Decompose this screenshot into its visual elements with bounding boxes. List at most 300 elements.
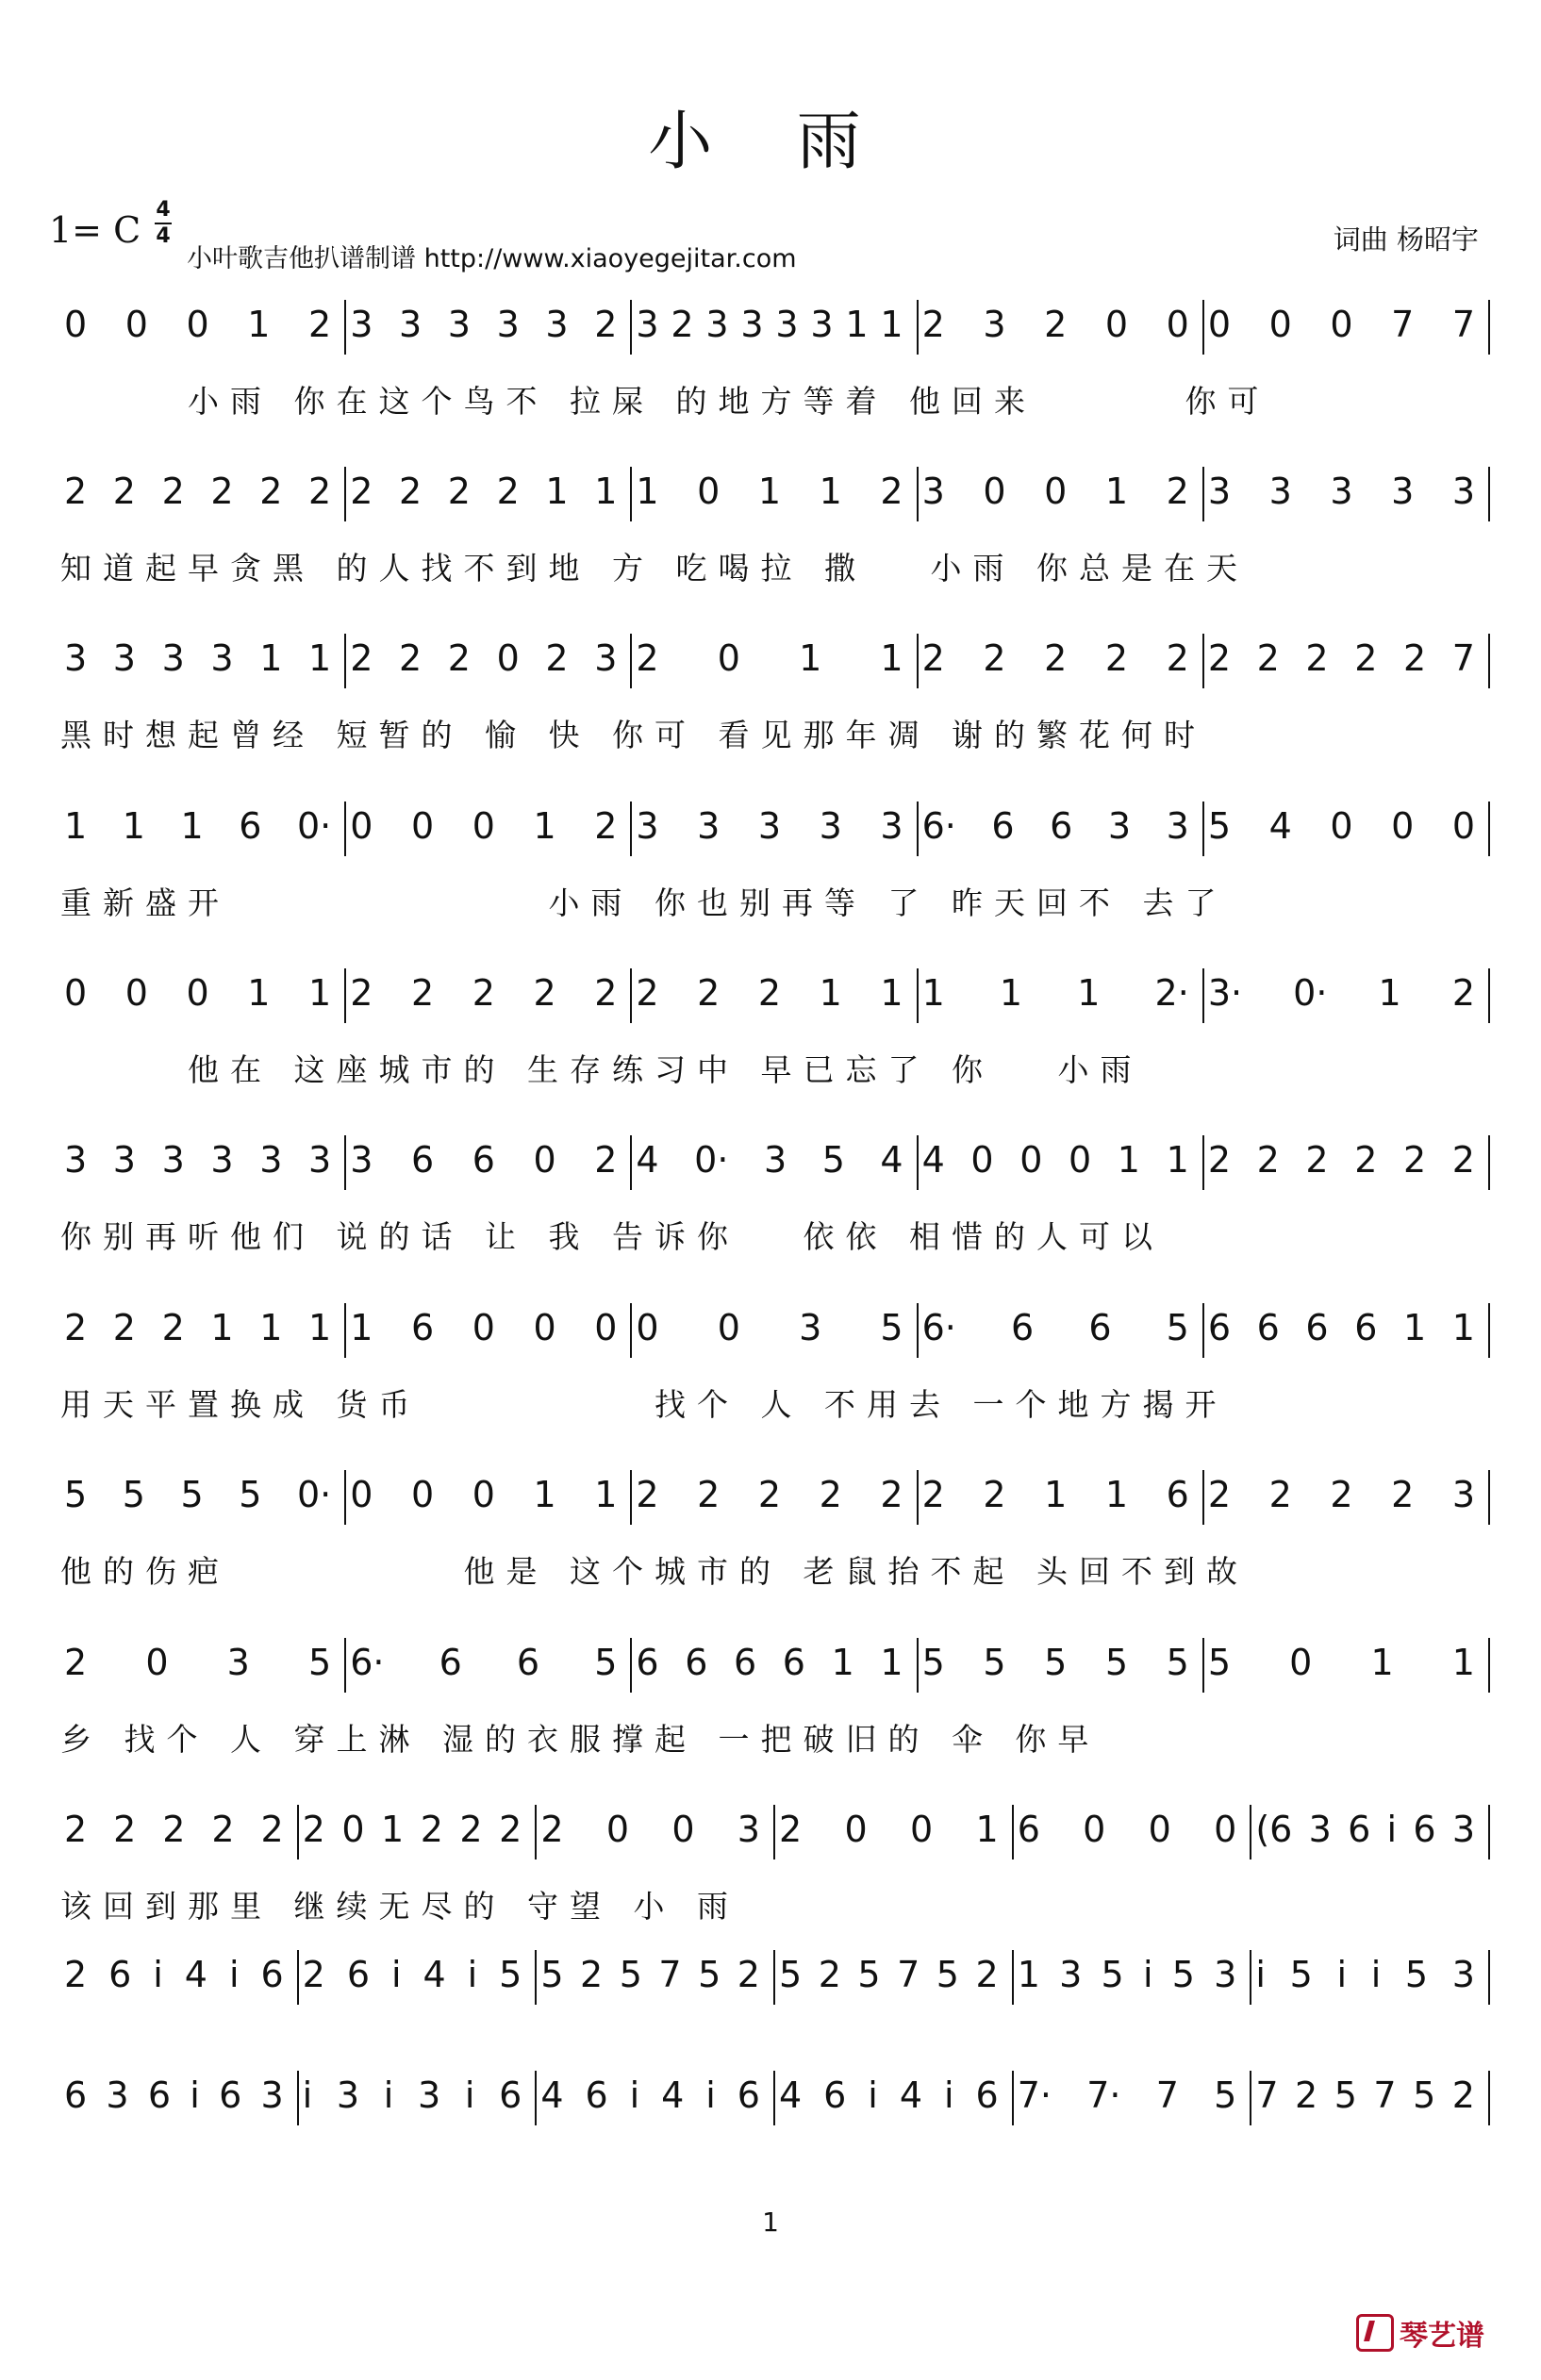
measure-notes xyxy=(1018,1809,1237,1850)
measure xyxy=(60,1638,346,1693)
measure-notes xyxy=(350,637,617,679)
note: 1 xyxy=(921,972,945,1014)
note: 7 xyxy=(1391,304,1415,345)
note: 2 xyxy=(161,471,185,512)
note: 2· xyxy=(1154,972,1189,1014)
note: 3· xyxy=(1207,972,1243,1014)
note: 5 xyxy=(1104,1642,1129,1683)
measure xyxy=(919,1638,1204,1693)
note: 5 xyxy=(1101,1954,1124,1995)
measure xyxy=(60,802,346,856)
logo-icon xyxy=(1356,2314,1394,2352)
measure xyxy=(632,1470,918,1525)
note: 7 xyxy=(1451,304,1475,345)
note: 2 xyxy=(447,471,471,512)
measure xyxy=(346,802,632,856)
note: 5 xyxy=(1413,2074,1436,2116)
note: 0 xyxy=(124,972,148,1014)
measure xyxy=(919,300,1204,355)
note: 3 xyxy=(1451,1474,1475,1515)
measure xyxy=(1204,968,1490,1023)
measure-notes xyxy=(1208,1642,1475,1683)
note: 1 xyxy=(308,972,332,1014)
note: 1 xyxy=(1451,1307,1475,1348)
note: 0 xyxy=(472,1474,495,1515)
lyrics-line: 他的伤疤 他是 这个城市的 老鼠抬不起 头回不到故 xyxy=(60,1553,1249,1590)
note: 2 xyxy=(307,471,332,512)
measure xyxy=(299,1805,538,1859)
measure-notes xyxy=(350,1642,617,1683)
measure-notes xyxy=(540,1954,760,1995)
note: 0 xyxy=(1451,805,1475,847)
note: 6 xyxy=(239,805,262,847)
note: 2 xyxy=(161,1307,185,1348)
note: 0 xyxy=(145,1642,169,1683)
measure-notes xyxy=(636,637,903,679)
measure xyxy=(346,300,632,355)
note: 5 xyxy=(594,1642,618,1683)
time-signature-top: 4 xyxy=(156,198,171,222)
note: 2 xyxy=(594,1139,618,1181)
note: 2 xyxy=(921,1474,945,1515)
note: 0 xyxy=(1330,805,1353,847)
measure xyxy=(346,467,632,521)
measure-notes xyxy=(350,304,617,345)
note: 4 xyxy=(921,1139,945,1181)
measure-row xyxy=(60,467,1490,523)
page-number: 1 xyxy=(762,2206,779,2238)
measure-notes xyxy=(64,1642,331,1683)
note: 5 xyxy=(880,1307,903,1348)
measure xyxy=(1251,1805,1490,1859)
measure-notes xyxy=(1255,1954,1475,1995)
measure xyxy=(60,1470,346,1525)
note: 6 xyxy=(410,1307,435,1348)
note: 2 xyxy=(496,471,520,512)
measure-notes xyxy=(1208,1474,1475,1515)
measure-notes xyxy=(1208,972,1475,1014)
note: 5 xyxy=(1166,1307,1189,1348)
measure xyxy=(299,1950,538,2005)
note: 6 xyxy=(219,2074,242,2116)
note: 2 xyxy=(210,471,234,512)
note: 0 xyxy=(533,1139,556,1181)
note: 1 xyxy=(259,637,283,679)
note: 6 xyxy=(1166,1474,1189,1515)
author-credit: 词曲 杨昭宇 xyxy=(1333,223,1479,256)
note: 5 xyxy=(1334,2074,1357,2116)
note: 1 xyxy=(1403,1307,1427,1348)
note: 6 xyxy=(1207,1307,1231,1348)
measure xyxy=(1251,2071,1490,2125)
measure-row xyxy=(60,1135,1490,1192)
note: 2 xyxy=(64,1954,88,1995)
measure-notes xyxy=(1018,2074,1237,2116)
note: 2 xyxy=(350,637,373,679)
note: 6 xyxy=(1050,805,1073,847)
note: i xyxy=(868,2074,878,2116)
note: i xyxy=(705,2074,716,2116)
measure-row xyxy=(60,1303,1490,1360)
note: 2 xyxy=(1451,972,1475,1014)
measure-notes xyxy=(64,1954,284,1995)
measure xyxy=(346,968,632,1023)
note: 0 xyxy=(717,1307,740,1348)
note: 0 xyxy=(594,1307,618,1348)
note: 2 xyxy=(1166,471,1189,512)
measure xyxy=(346,634,632,688)
note: 0 xyxy=(970,1139,994,1181)
measure xyxy=(346,1135,632,1190)
note: 2 xyxy=(1403,1139,1427,1181)
measure-row xyxy=(60,1470,1490,1527)
note: 6 xyxy=(260,1954,284,1995)
measure xyxy=(60,1805,299,1859)
note: 2 xyxy=(472,972,495,1014)
note: i xyxy=(464,2074,475,2116)
note: 2 xyxy=(545,637,569,679)
note: 5 xyxy=(1404,1954,1429,1995)
measure xyxy=(919,1303,1204,1358)
measure xyxy=(632,300,918,355)
note: 5 xyxy=(857,1954,881,1995)
song-title: 小 雨 xyxy=(648,105,893,179)
measure-notes xyxy=(636,1139,903,1181)
lyrics-line xyxy=(60,2027,1490,2074)
note: 3 xyxy=(740,304,764,345)
note: 1 xyxy=(64,805,88,847)
note: 3 xyxy=(447,304,471,345)
note: i xyxy=(1336,1954,1348,1995)
note: 2 xyxy=(112,1307,136,1348)
note: 3 xyxy=(880,805,903,847)
score-system xyxy=(60,634,1490,766)
measure-notes xyxy=(303,1954,522,1995)
measure xyxy=(632,1303,918,1358)
measure-notes xyxy=(64,637,331,679)
measure-row xyxy=(60,1805,1490,1861)
note: 3 xyxy=(226,1642,250,1683)
note: 2 xyxy=(1207,1139,1231,1181)
note: 1 xyxy=(247,972,271,1014)
note: 2 xyxy=(1305,1139,1329,1181)
note: 2 xyxy=(1451,2074,1475,2116)
measure-row xyxy=(60,968,1490,1025)
note: 2 xyxy=(737,1954,760,1995)
note: 3 xyxy=(336,2074,360,2116)
measure-notes xyxy=(64,1139,331,1181)
note: 6 xyxy=(685,1642,708,1683)
measure-notes xyxy=(636,471,903,512)
note: 1 xyxy=(1378,972,1401,1014)
note: 0 xyxy=(717,637,740,679)
measure xyxy=(1204,1638,1490,1693)
note: 3 xyxy=(705,304,729,345)
note: 2 xyxy=(64,471,88,512)
note: 3 xyxy=(1166,805,1189,847)
note: 2 xyxy=(1256,637,1280,679)
note: 4 xyxy=(779,2074,803,2116)
measure-row xyxy=(60,2071,1490,2127)
measure xyxy=(1204,1303,1490,1358)
note: 0 xyxy=(1289,1642,1313,1683)
measure-notes xyxy=(540,1809,760,1850)
note: 2 xyxy=(399,637,423,679)
measure-notes xyxy=(1208,637,1475,679)
note: 0 xyxy=(64,972,88,1014)
note: 5 xyxy=(307,1642,332,1683)
note: 0 xyxy=(1104,304,1129,345)
note: 3 xyxy=(921,471,945,512)
note: 2 xyxy=(757,972,782,1014)
note: i xyxy=(302,2074,313,2116)
note: 1 xyxy=(533,805,556,847)
note: 6 xyxy=(108,1954,132,1995)
note: 1 xyxy=(210,1307,234,1348)
note: 5 xyxy=(1166,1642,1189,1683)
measure xyxy=(60,300,346,355)
note: 6 xyxy=(346,1954,370,1995)
note: i xyxy=(1386,1809,1398,1850)
note: 1 xyxy=(975,1809,999,1850)
lyrics-line: 用天平置换成 货币 找个 人 不用去 一个地方揭开 xyxy=(60,1386,1228,1423)
note: 0 xyxy=(1268,304,1292,345)
note: 6 xyxy=(1011,1307,1035,1348)
note: 2 xyxy=(162,1809,186,1850)
note: 2 xyxy=(1354,637,1378,679)
note: 2 xyxy=(975,1954,999,1995)
note: 0· xyxy=(296,1474,332,1515)
measure-notes xyxy=(1208,805,1475,847)
measure xyxy=(537,1950,775,2005)
measure xyxy=(1014,1805,1252,1859)
measure-notes xyxy=(636,304,903,345)
measure xyxy=(632,1135,918,1190)
measure-notes xyxy=(303,2074,522,2116)
measure xyxy=(775,1950,1014,2005)
note: 1 xyxy=(350,1307,373,1348)
note: 3 xyxy=(106,2074,129,2116)
measure-notes xyxy=(922,1307,1189,1348)
note: 3 xyxy=(810,304,834,345)
measure-notes xyxy=(636,972,903,1014)
lyrics-line xyxy=(60,2148,1490,2195)
lyrics-line: 知道起早贪黑 的人找不到地 方 吃喝拉 撒 小雨 你总是在天 xyxy=(60,550,1249,587)
note: 3 xyxy=(1451,1954,1475,1995)
note: 3 xyxy=(1451,471,1475,512)
measure xyxy=(1014,2071,1252,2125)
note: 5 xyxy=(1207,805,1231,847)
score-system xyxy=(60,1805,1490,1937)
measure xyxy=(919,1135,1204,1190)
measure-notes xyxy=(922,972,1189,1014)
measure xyxy=(537,1805,775,1859)
note: 0 xyxy=(496,637,520,679)
note: 1 xyxy=(1017,1954,1040,1995)
note: i xyxy=(228,1954,240,1995)
measure xyxy=(1204,467,1490,521)
note: 1 xyxy=(880,304,903,345)
measure-notes xyxy=(350,972,617,1014)
note: 3 xyxy=(757,805,782,847)
measure-notes xyxy=(1208,1139,1475,1181)
note: 4 xyxy=(899,2074,922,2116)
note: 1 xyxy=(845,304,869,345)
note: 4 xyxy=(636,1139,659,1181)
note: 2 xyxy=(410,972,435,1014)
measure xyxy=(632,968,918,1023)
note: 2 xyxy=(350,471,373,512)
measure-notes xyxy=(779,1954,999,1995)
measure xyxy=(346,1638,632,1693)
measure-notes xyxy=(540,2074,760,2116)
note: 2 xyxy=(1451,1139,1475,1181)
note: 0· xyxy=(1293,972,1328,1014)
note: 3 xyxy=(1308,1809,1332,1850)
note: 6 xyxy=(499,2074,522,2116)
note: 3 xyxy=(1207,471,1231,512)
note: 2 xyxy=(1166,637,1189,679)
measure xyxy=(919,634,1204,688)
note: 1 xyxy=(545,471,569,512)
measure xyxy=(632,467,918,521)
measure-row xyxy=(60,802,1490,858)
note: 2 xyxy=(757,1474,782,1515)
note: 7 xyxy=(1155,2074,1179,2116)
note: 0 xyxy=(1207,304,1231,345)
note: i xyxy=(1142,1954,1153,1995)
measure xyxy=(1204,634,1490,688)
note: 3 xyxy=(1451,1809,1476,1850)
measure xyxy=(60,634,346,688)
note: 2 xyxy=(594,304,618,345)
measure xyxy=(632,634,918,688)
note: 1 xyxy=(259,1307,283,1348)
note: 6· xyxy=(921,805,956,847)
measure xyxy=(299,2071,538,2125)
measure-notes xyxy=(64,1809,284,1850)
note: 3 xyxy=(307,1139,332,1181)
note: 0 xyxy=(472,805,495,847)
measure-notes xyxy=(64,1474,331,1515)
note: 1 xyxy=(533,1474,556,1515)
note: 0 xyxy=(410,805,435,847)
measure-row xyxy=(60,1638,1490,1694)
note: 0· xyxy=(296,805,332,847)
note: 2 xyxy=(399,471,423,512)
note: 3 xyxy=(819,805,842,847)
note: 1 xyxy=(880,972,903,1014)
note: i xyxy=(390,1954,402,1995)
time-signature-bottom: 4 xyxy=(156,224,171,248)
note: 6 xyxy=(516,1642,540,1683)
note: 6 xyxy=(1256,1307,1280,1348)
measure-notes xyxy=(1208,1307,1475,1348)
note: 2 xyxy=(1268,1474,1292,1515)
measure xyxy=(919,467,1204,521)
note: 6 xyxy=(991,805,1015,847)
measure xyxy=(1204,1470,1490,1525)
note: 1 xyxy=(831,1642,854,1683)
note: 2 xyxy=(636,637,659,679)
measure xyxy=(1251,1950,1490,2005)
measure xyxy=(60,2071,299,2125)
note: 5 xyxy=(821,1139,845,1181)
measure-notes xyxy=(1208,471,1475,512)
note: 1 xyxy=(381,1809,405,1850)
note: 3 xyxy=(545,304,569,345)
measure-row xyxy=(60,634,1490,690)
note: 2 xyxy=(580,1954,604,1995)
measure xyxy=(346,1303,632,1358)
note: 3 xyxy=(636,304,659,345)
note: 2 xyxy=(1256,1139,1280,1181)
note: 5 xyxy=(936,1954,959,1995)
note: 2 xyxy=(499,1809,522,1850)
measure xyxy=(775,2071,1014,2125)
note: 2 xyxy=(459,1809,483,1850)
note: 0 xyxy=(1019,1139,1043,1181)
note: 3 xyxy=(418,2074,441,2116)
note: 6 xyxy=(1088,1307,1112,1348)
score-system xyxy=(60,467,1490,599)
note: 7 xyxy=(658,1954,682,1995)
note: 2 xyxy=(697,1474,721,1515)
note: 0 xyxy=(472,1307,495,1348)
measure xyxy=(919,968,1204,1023)
note: 3 xyxy=(697,805,721,847)
lyrics-line: 该回到那里 继续无尽的 守望 小 雨 xyxy=(60,1888,739,1925)
note: 2 xyxy=(636,972,659,1014)
measure-notes xyxy=(350,1474,617,1515)
note: 1 xyxy=(757,471,782,512)
lyrics-line: 小雨 你在这个鸟不 拉屎 的地方等着 他回来 你可 xyxy=(60,383,1270,420)
measure-notes xyxy=(350,1307,617,1348)
note: 2 xyxy=(697,972,721,1014)
note: 3 xyxy=(1391,471,1415,512)
note: 2 xyxy=(211,1809,235,1850)
measure xyxy=(775,1805,1014,1859)
measure-notes xyxy=(922,1474,1189,1515)
measure-notes xyxy=(779,2074,999,2116)
note: 2 xyxy=(1305,637,1329,679)
measure xyxy=(1204,1135,1490,1190)
note: 3 xyxy=(496,304,520,345)
measure-notes xyxy=(1255,2074,1475,2116)
measure-row xyxy=(60,300,1490,356)
note: 3 xyxy=(112,637,136,679)
key-signature: 1= C xyxy=(49,209,141,251)
note: 0 xyxy=(1044,471,1068,512)
note: 4 xyxy=(540,2074,564,2116)
measure-notes xyxy=(636,1474,903,1515)
note: 5 xyxy=(698,1954,721,1995)
score-system xyxy=(60,1135,1490,1267)
measure xyxy=(60,467,346,521)
note: 3 xyxy=(1330,471,1353,512)
note: 4 xyxy=(423,1954,446,1995)
measure-notes xyxy=(922,1642,1189,1683)
note: 2 xyxy=(594,805,618,847)
note: 3 xyxy=(1214,1954,1237,1995)
note: 5 xyxy=(983,1642,1006,1683)
measure-notes xyxy=(350,805,617,847)
note: 2 xyxy=(636,1474,659,1515)
note: 3 xyxy=(636,805,659,847)
note: 2 xyxy=(1207,1474,1231,1515)
note: 1 xyxy=(636,471,659,512)
score-system xyxy=(60,802,1490,934)
